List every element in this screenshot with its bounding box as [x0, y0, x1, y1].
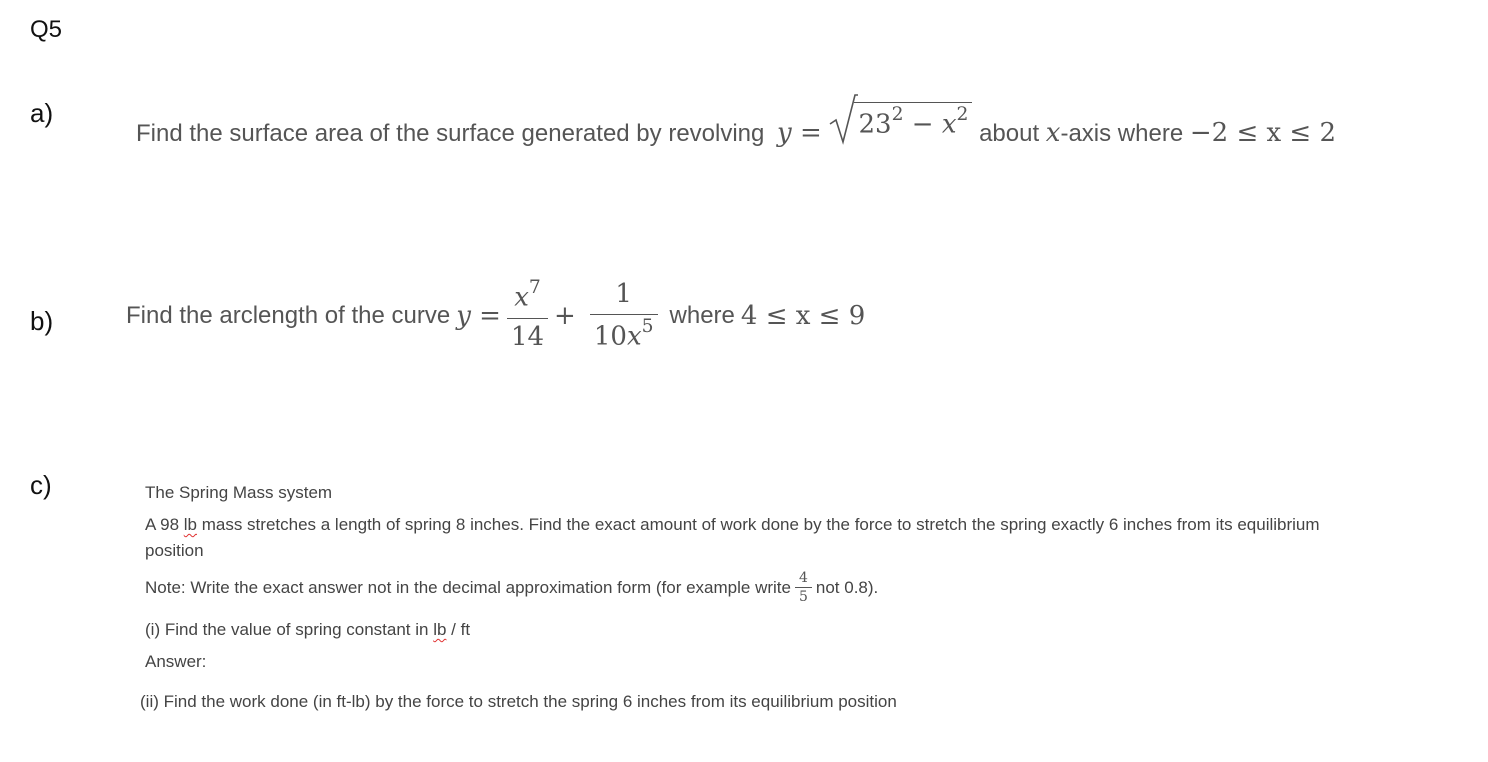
part-a-range: −2 ≤ x ≤ 2 [1189, 117, 1337, 148]
part-a-label: a) [30, 98, 54, 128]
part-b-fraction-2: $\frac{1}{10x^5}$ [590, 280, 658, 352]
part-c-note: Note: Write the exact answer not in the decimal approximation form (for example write $\frac{4}{5}$ not 0.8). [145, 570, 879, 606]
part-a-equation-lhs: y = [777, 117, 822, 148]
part-c-q2: (ii) Find the work done (in ft-lb) by the force to stretch the spring 6 inches from its equilibrium position [140, 692, 897, 711]
part-b-fraction-1: $\frac{x^7}{14}$ [507, 280, 548, 352]
part-a-text: Find the surface area of the surface generated by revolving [136, 119, 765, 147]
question-title: Q5 [30, 16, 63, 43]
part-b-equation-lhs: y = [456, 301, 501, 332]
part-b-text: Find the arclength of the curve [126, 302, 451, 330]
part-c-title: The Spring Mass system [145, 483, 333, 502]
answer-label: Answer: [145, 652, 207, 671]
part-b-question: Find the arclength of the curve y = $\frac{x^7}{14}$ + $\frac{1}{10x^5}$ where 4 ≤ x ≤ 9 [126, 277, 866, 352]
part-a-sqrt: $23^2 - x^2$ [828, 102, 972, 140]
radical-sign-icon [828, 94, 858, 146]
note-fraction: $\frac{4}{5}$ [795, 570, 812, 605]
part-c-line1: A 98 lb mass stretches a length of spring 8 inches. Find the exact amount of work done by the force to stretch the spring exactly 6 inches from its equilibrium [145, 515, 1320, 534]
part-c-label: c) [30, 470, 52, 500]
part-b-label: b) [30, 306, 54, 336]
part-c-q1: (i) Find the value of spring constant in lb / ft [145, 620, 471, 639]
part-b-range: 4 ≤ x ≤ 9 [740, 301, 866, 332]
part-a-question: Find the surface area of the surface generated by revolving y = $23^2 - x^2$ about x-axis where −2 ≤ x ≤ 2 [136, 92, 1336, 130]
part-c-line2: position [145, 541, 204, 560]
